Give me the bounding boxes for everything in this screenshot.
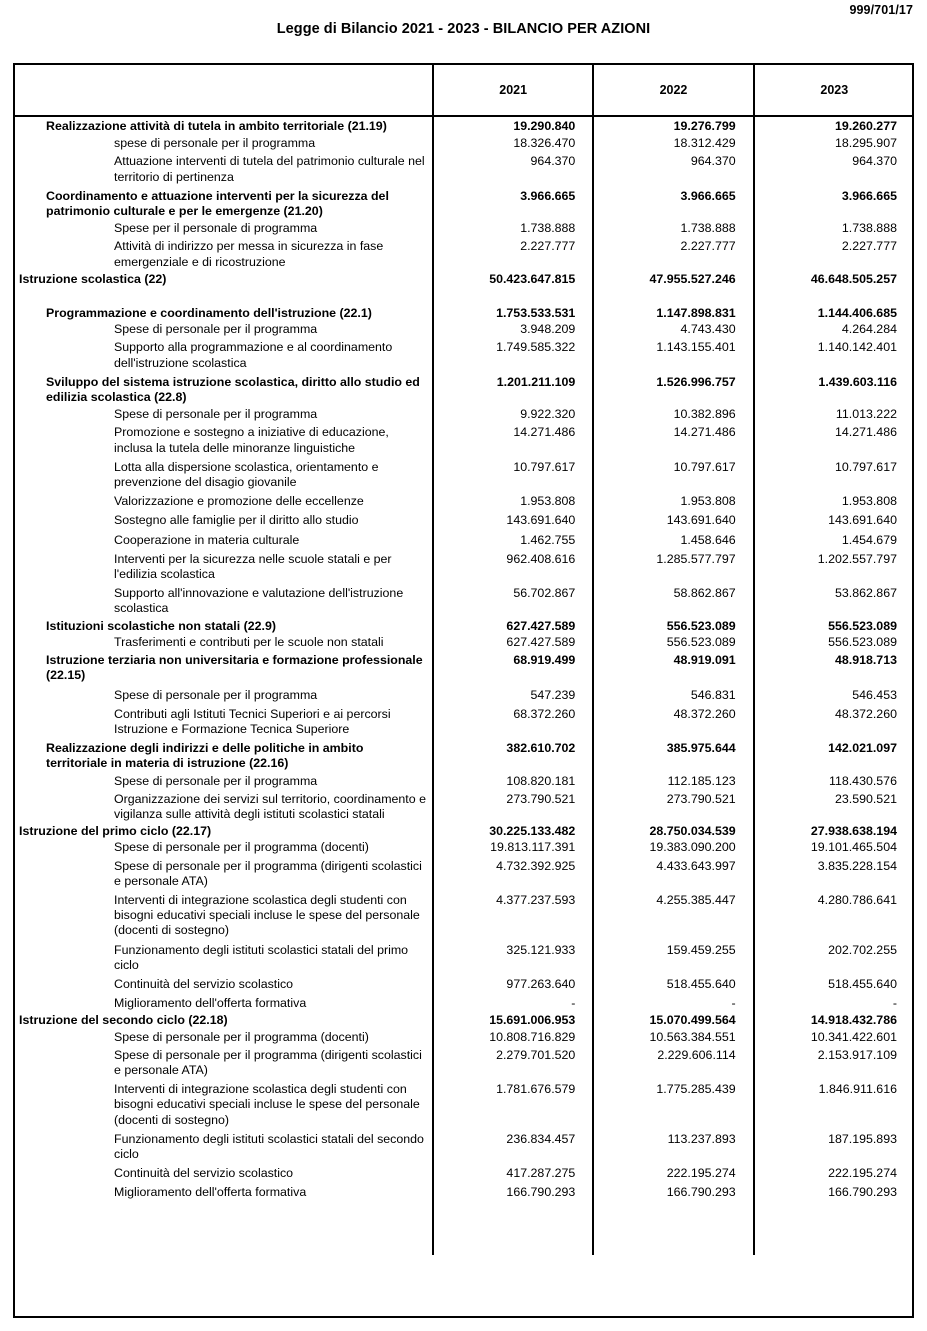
value-y2022: 159.459.255 bbox=[593, 941, 753, 975]
value-y2022: - bbox=[593, 994, 753, 1013]
row-label: Continuità del servizio scolastico bbox=[114, 976, 294, 991]
row-label-cell bbox=[15, 584, 433, 618]
table-row bbox=[15, 686, 914, 705]
column-header-label bbox=[15, 65, 433, 116]
spacer-row bbox=[15, 288, 914, 306]
value-y2022: 48.919.091 bbox=[593, 651, 753, 685]
value-y2023: 556.523.089 bbox=[754, 635, 914, 651]
row-label: Miglioramento dell'offerta formativa bbox=[114, 1185, 307, 1200]
row-label: Realizzazione degli indirizzi e delle politiche in ambito territoriale in materia di istruzione (22.16) bbox=[46, 741, 364, 771]
value-y2021: 627.427.589 bbox=[433, 619, 593, 635]
row-label-cell bbox=[15, 550, 433, 584]
value-y2021: 15.691.006.953 bbox=[433, 1013, 593, 1029]
row-label-cell bbox=[15, 407, 433, 423]
row-label: Spese di personale per il programma (docenti) bbox=[114, 840, 369, 855]
value-y2021: 977.263.640 bbox=[433, 975, 593, 994]
row-label: Interventi per la sicurezza nelle scuole statali e per l'edilizia scolastica bbox=[114, 551, 392, 582]
row-label-cell bbox=[15, 790, 433, 824]
value-y2022: 385.975.644 bbox=[593, 739, 753, 773]
row-label-cell bbox=[15, 272, 433, 288]
value-y2023: 23.590.521 bbox=[754, 790, 914, 824]
value-y2023: 10.797.617 bbox=[754, 458, 914, 492]
value-y2021: 166.790.293 bbox=[433, 1183, 593, 1202]
row-label: Spese di personale per il programma (dirigenti scolastici e personale ATA) bbox=[114, 858, 422, 888]
spacer-cell bbox=[754, 1203, 914, 1255]
table-row bbox=[15, 824, 914, 840]
value-y2021: 1.749.585.322 bbox=[433, 338, 593, 372]
table-row bbox=[15, 891, 914, 941]
table-row bbox=[15, 941, 914, 975]
row-label-cell bbox=[15, 373, 433, 407]
row-label: Interventi di integrazione scolastica degli studenti con bisogni educativi speciali incluse le spese del personale (docenti di sostegno) bbox=[114, 892, 420, 938]
value-y2022: 15.070.499.564 bbox=[593, 1013, 753, 1029]
row-label-cell bbox=[15, 1164, 433, 1183]
value-y2022: 222.195.274 bbox=[593, 1164, 753, 1183]
value-y2023: 118.430.576 bbox=[754, 774, 914, 790]
value-y2022: 10.563.384.551 bbox=[593, 1030, 753, 1046]
table-row bbox=[15, 994, 914, 1013]
value-y2023: 19.101.465.504 bbox=[754, 840, 914, 856]
row-label: Istruzione terziaria non universitaria e formazione professionale (22.15) bbox=[46, 653, 423, 683]
row-label-cell bbox=[15, 774, 433, 790]
table-row bbox=[15, 531, 914, 550]
value-y2022: 556.523.089 bbox=[593, 619, 753, 635]
row-label-cell bbox=[15, 187, 433, 221]
value-y2022: 1.953.808 bbox=[593, 492, 753, 511]
value-y2022: 166.790.293 bbox=[593, 1183, 753, 1202]
row-label-cell bbox=[15, 1130, 433, 1164]
table-row bbox=[15, 1013, 914, 1029]
table-row bbox=[15, 1183, 914, 1202]
table-row bbox=[15, 407, 914, 423]
row-label: Attività di indirizzo per messa in sicurezza in fase emergenziale e di ricostruzione bbox=[114, 239, 384, 269]
table-row bbox=[15, 774, 914, 790]
value-y2023: 3.966.665 bbox=[754, 187, 914, 221]
value-y2021: 10.808.716.829 bbox=[433, 1030, 593, 1046]
row-label: Sviluppo del sistema istruzione scolastica, diritto allo studio ed edilizia scolastica (22.8) bbox=[46, 374, 420, 405]
value-y2021: 108.820.181 bbox=[433, 774, 593, 790]
row-label: Contributi agli Istituti Tecnici Superiori e ai percorsi Istruzione e Formazione Tecnica Superiore bbox=[114, 706, 391, 736]
table-row bbox=[15, 272, 914, 288]
table-row bbox=[15, 187, 914, 221]
value-y2021: 1.201.211.109 bbox=[433, 373, 593, 407]
spacer-cell bbox=[593, 288, 753, 306]
value-y2022: 518.455.640 bbox=[593, 975, 753, 994]
value-y2023: 1.144.406.685 bbox=[754, 306, 914, 322]
value-y2021: 382.610.702 bbox=[433, 739, 593, 773]
row-label: Spese di personale per il programma bbox=[114, 322, 318, 337]
budget-table-container bbox=[13, 63, 914, 1318]
value-y2021: 1.753.533.531 bbox=[433, 306, 593, 322]
value-y2023: 10.341.422.601 bbox=[754, 1030, 914, 1046]
page-code: 999/701/17 bbox=[849, 3, 913, 17]
value-y2023: 27.938.638.194 bbox=[754, 824, 914, 840]
value-y2021: 273.790.521 bbox=[433, 790, 593, 824]
row-label-cell bbox=[15, 1080, 433, 1130]
table-row bbox=[15, 1130, 914, 1164]
value-y2021: 18.326.470 bbox=[433, 136, 593, 152]
row-label-cell bbox=[15, 423, 433, 457]
table-row bbox=[15, 338, 914, 372]
row-label-cell bbox=[15, 1183, 433, 1202]
table-body bbox=[15, 116, 914, 1255]
row-label: spese di personale per il programma bbox=[114, 136, 316, 151]
row-label-cell bbox=[15, 824, 433, 840]
value-y2023: 222.195.274 bbox=[754, 1164, 914, 1183]
value-y2021: 3.948.209 bbox=[433, 322, 593, 338]
table-row bbox=[15, 790, 914, 824]
row-label-cell bbox=[15, 152, 433, 186]
table-row bbox=[15, 116, 914, 136]
row-label: Sostegno alle famiglie per il diritto allo studio bbox=[114, 513, 359, 528]
value-y2023: 1.846.911.616 bbox=[754, 1080, 914, 1130]
row-label: Funzionamento degli istituti scolastici statali del primo ciclo bbox=[114, 942, 409, 972]
value-y2022: 4.255.385.447 bbox=[593, 891, 753, 941]
value-y2023: 187.195.893 bbox=[754, 1130, 914, 1164]
value-y2023: 19.260.277 bbox=[754, 116, 914, 136]
row-label-cell bbox=[15, 1013, 433, 1029]
value-y2023: 518.455.640 bbox=[754, 975, 914, 994]
value-y2022: 19.276.799 bbox=[593, 116, 753, 136]
value-y2023: 48.918.713 bbox=[754, 651, 914, 685]
value-y2021: 30.225.133.482 bbox=[433, 824, 593, 840]
value-y2021: 962.408.616 bbox=[433, 550, 593, 584]
value-y2021: 3.966.665 bbox=[433, 187, 593, 221]
value-y2021: 1.953.808 bbox=[433, 492, 593, 511]
row-label-cell bbox=[15, 322, 433, 338]
row-label: Organizzazione dei servizi sul territorio, coordinamento e vigilanza sulle attività degli istituti scolastici statali bbox=[114, 791, 426, 821]
value-y2023: 53.862.867 bbox=[754, 584, 914, 618]
spacer-cell bbox=[754, 288, 914, 306]
row-label-cell bbox=[15, 1046, 433, 1080]
header-row bbox=[15, 65, 914, 116]
row-label-cell bbox=[15, 840, 433, 856]
value-y2021: 19.813.117.391 bbox=[433, 840, 593, 856]
row-label: Miglioramento dell'offerta formativa bbox=[114, 996, 307, 1011]
row-label: Valorizzazione e promozione delle eccellenze bbox=[114, 494, 364, 509]
value-y2022: 18.312.429 bbox=[593, 136, 753, 152]
value-y2021: 417.287.275 bbox=[433, 1164, 593, 1183]
value-y2023: 1.738.888 bbox=[754, 221, 914, 237]
budget-table bbox=[15, 65, 914, 1255]
value-y2021: 2.227.777 bbox=[433, 237, 593, 271]
page-title: Legge di Bilancio 2021 - 2023 - BILANCIO PER AZIONI bbox=[276, 21, 651, 37]
row-label: Istruzione del secondo ciclo (22.18) bbox=[19, 1013, 228, 1028]
value-y2021: 547.239 bbox=[433, 686, 593, 705]
row-label-cell bbox=[15, 635, 433, 651]
value-y2021: 236.834.457 bbox=[433, 1130, 593, 1164]
value-y2023: - bbox=[754, 994, 914, 1013]
value-y2022: 14.271.486 bbox=[593, 423, 753, 457]
row-label-cell bbox=[15, 705, 433, 739]
value-y2021: 10.797.617 bbox=[433, 458, 593, 492]
row-label-cell bbox=[15, 941, 433, 975]
row-label: Spese di personale per il programma (docenti) bbox=[114, 1029, 369, 1044]
table-row bbox=[15, 739, 914, 773]
value-y2022: 3.966.665 bbox=[593, 187, 753, 221]
row-label-cell bbox=[15, 891, 433, 941]
table-row bbox=[15, 511, 914, 530]
row-label-cell bbox=[15, 116, 433, 136]
value-y2022: 112.185.123 bbox=[593, 774, 753, 790]
value-y2021: 56.702.867 bbox=[433, 584, 593, 618]
value-y2023: 3.835.228.154 bbox=[754, 857, 914, 891]
value-y2023: 546.453 bbox=[754, 686, 914, 705]
table-row bbox=[15, 423, 914, 457]
value-y2023: 14.271.486 bbox=[754, 423, 914, 457]
row-label-cell bbox=[15, 975, 433, 994]
table-row bbox=[15, 584, 914, 618]
value-y2022: 4.743.430 bbox=[593, 322, 753, 338]
row-label: Interventi di integrazione scolastica degli studenti con bisogni educativi speciali incluse le spese del personale (docenti di sostegno) bbox=[114, 1082, 420, 1127]
value-y2022: 143.691.640 bbox=[593, 511, 753, 530]
value-y2022: 2.227.777 bbox=[593, 237, 753, 271]
value-y2023: 142.021.097 bbox=[754, 739, 914, 773]
row-label: Continuità del servizio scolastico bbox=[114, 1166, 294, 1181]
value-y2022: 4.433.643.997 bbox=[593, 857, 753, 891]
table-row bbox=[15, 492, 914, 511]
row-label-cell bbox=[15, 306, 433, 322]
value-y2022: 1.775.285.439 bbox=[593, 1080, 753, 1130]
column-header-2023: 2023 bbox=[754, 65, 914, 116]
table-row bbox=[15, 857, 914, 891]
value-y2021: 50.423.647.815 bbox=[433, 272, 593, 288]
row-label-cell bbox=[15, 338, 433, 372]
spacer-cell bbox=[433, 288, 593, 306]
row-label: Programmazione e coordinamento dell'istruzione (22.1) bbox=[46, 306, 372, 321]
value-y2023: 4.264.284 bbox=[754, 322, 914, 338]
value-y2023: 556.523.089 bbox=[754, 619, 914, 635]
table-row bbox=[15, 1030, 914, 1046]
value-y2022: 113.237.893 bbox=[593, 1130, 753, 1164]
row-label-cell bbox=[15, 1030, 433, 1046]
table-header bbox=[15, 65, 914, 116]
value-y2021: 1.462.755 bbox=[433, 531, 593, 550]
value-y2021: 4.732.392.925 bbox=[433, 857, 593, 891]
value-y2022: 1.458.646 bbox=[593, 531, 753, 550]
value-y2021: 964.370 bbox=[433, 152, 593, 186]
row-label-cell bbox=[15, 136, 433, 152]
value-y2022: 964.370 bbox=[593, 152, 753, 186]
row-label: Supporto all'innovazione e valutazione dell'istruzione scolastica bbox=[114, 586, 404, 616]
row-label: Spese per il personale di programma bbox=[114, 221, 318, 236]
row-label-cell bbox=[15, 739, 433, 773]
column-header-2021: 2021 bbox=[433, 65, 593, 116]
value-y2021: 4.377.237.593 bbox=[433, 891, 593, 941]
row-label: Promozione e sostegno a iniziative di educazione, inclusa la tutela delle minoranze linguistiche bbox=[114, 425, 389, 455]
spacer-cell bbox=[433, 1203, 593, 1255]
table-row bbox=[15, 550, 914, 584]
row-label: Trasferimenti e contributi per le scuole non statali bbox=[114, 634, 384, 649]
table-row bbox=[15, 1164, 914, 1183]
row-label: Istituzioni scolastiche non statali (22.9) bbox=[46, 618, 276, 633]
value-y2021: 143.691.640 bbox=[433, 511, 593, 530]
row-label: Attuazione interventi di tutela del patrimonio culturale nel territorio di pertinenza bbox=[114, 154, 425, 184]
table-row bbox=[15, 635, 914, 651]
value-y2022: 28.750.034.539 bbox=[593, 824, 753, 840]
row-label-cell bbox=[15, 619, 433, 635]
value-y2022: 1.738.888 bbox=[593, 221, 753, 237]
table-row bbox=[15, 975, 914, 994]
value-y2021: 14.271.486 bbox=[433, 423, 593, 457]
value-y2021: 68.372.260 bbox=[433, 705, 593, 739]
value-y2022: 1.143.155.401 bbox=[593, 338, 753, 372]
value-y2022: 10.382.896 bbox=[593, 407, 753, 423]
value-y2021: 1.738.888 bbox=[433, 221, 593, 237]
value-y2022: 48.372.260 bbox=[593, 705, 753, 739]
value-y2023: 14.918.432.786 bbox=[754, 1013, 914, 1029]
table-row bbox=[15, 221, 914, 237]
value-y2021: 1.781.676.579 bbox=[433, 1080, 593, 1130]
value-y2022: 546.831 bbox=[593, 686, 753, 705]
value-y2023: 46.648.505.257 bbox=[754, 272, 914, 288]
value-y2023: 11.013.222 bbox=[754, 407, 914, 423]
value-y2022: 556.523.089 bbox=[593, 635, 753, 651]
value-y2021: 9.922.320 bbox=[433, 407, 593, 423]
value-y2022: 273.790.521 bbox=[593, 790, 753, 824]
row-label-cell bbox=[15, 511, 433, 530]
row-label: Spese di personale per il programma bbox=[114, 687, 318, 702]
table-row bbox=[15, 1046, 914, 1080]
value-y2021: 68.919.499 bbox=[433, 651, 593, 685]
value-y2023: 166.790.293 bbox=[754, 1183, 914, 1202]
value-y2023: 2.227.777 bbox=[754, 237, 914, 271]
value-y2021: 627.427.589 bbox=[433, 635, 593, 651]
value-y2023: 1.140.142.401 bbox=[754, 338, 914, 372]
value-y2023: 2.153.917.109 bbox=[754, 1046, 914, 1080]
table-row bbox=[15, 322, 914, 338]
table-row bbox=[15, 136, 914, 152]
value-y2022: 2.229.606.114 bbox=[593, 1046, 753, 1080]
table-row bbox=[15, 152, 914, 186]
value-y2023: 964.370 bbox=[754, 152, 914, 186]
value-y2021: 19.290.840 bbox=[433, 116, 593, 136]
table-row bbox=[15, 458, 914, 492]
value-y2023: 4.280.786.641 bbox=[754, 891, 914, 941]
row-label: Spese di personale per il programma (dirigenti scolastici e personale ATA) bbox=[114, 1047, 422, 1077]
row-label-cell bbox=[15, 857, 433, 891]
table-row bbox=[15, 373, 914, 407]
value-y2023: 1.439.603.116 bbox=[754, 373, 914, 407]
table-row bbox=[15, 705, 914, 739]
value-y2022: 1.526.996.757 bbox=[593, 373, 753, 407]
value-y2023: 48.372.260 bbox=[754, 705, 914, 739]
table-row bbox=[15, 619, 914, 635]
value-y2023: 1.202.557.797 bbox=[754, 550, 914, 584]
column-header-2022: 2022 bbox=[593, 65, 753, 116]
value-y2021: 2.279.701.520 bbox=[433, 1046, 593, 1080]
row-label: Coordinamento e attuazione interventi per la sicurezza del patrimonio culturale e per le emergenze (21.20) bbox=[46, 188, 389, 219]
value-y2022: 1.147.898.831 bbox=[593, 306, 753, 322]
value-y2022: 58.862.867 bbox=[593, 584, 753, 618]
spacer-cell bbox=[15, 1203, 433, 1255]
value-y2022: 10.797.617 bbox=[593, 458, 753, 492]
spacer-cell bbox=[593, 1203, 753, 1255]
filler-row bbox=[15, 1203, 914, 1255]
row-label: Spese di personale per il programma bbox=[114, 773, 318, 788]
value-y2023: 1.454.679 bbox=[754, 531, 914, 550]
table-row bbox=[15, 1080, 914, 1130]
value-y2022: 19.383.090.200 bbox=[593, 840, 753, 856]
table-row bbox=[15, 237, 914, 271]
row-label: Funzionamento degli istituti scolastici statali del secondo ciclo bbox=[114, 1131, 424, 1161]
row-label-cell bbox=[15, 686, 433, 705]
row-label: Lotta alla dispersione scolastica, orientamento e prevenzione del disagio giovanile bbox=[114, 459, 379, 490]
value-y2021: 325.121.933 bbox=[433, 941, 593, 975]
value-y2022: 1.285.577.797 bbox=[593, 550, 753, 584]
row-label-cell bbox=[15, 237, 433, 271]
row-label-cell bbox=[15, 221, 433, 237]
table-row bbox=[15, 651, 914, 685]
row-label-cell bbox=[15, 492, 433, 511]
value-y2023: 18.295.907 bbox=[754, 136, 914, 152]
value-y2023: 143.691.640 bbox=[754, 511, 914, 530]
row-label: Istruzione del primo ciclo (22.17) bbox=[19, 824, 212, 839]
row-label: Cooperazione in materia culturale bbox=[114, 532, 300, 547]
row-label: Istruzione scolastica (22) bbox=[19, 271, 167, 286]
row-label: Supporto alla programmazione e al coordinamento dell'istruzione scolastica bbox=[114, 340, 393, 370]
row-label-cell bbox=[15, 458, 433, 492]
value-y2021: - bbox=[433, 994, 593, 1013]
value-y2022: 47.955.527.246 bbox=[593, 272, 753, 288]
row-label-cell bbox=[15, 651, 433, 685]
row-label: Realizzazione attività di tutela in ambito territoriale (21.19) bbox=[46, 119, 387, 133]
row-label-cell bbox=[15, 994, 433, 1013]
row-label-cell bbox=[15, 531, 433, 550]
table-row bbox=[15, 840, 914, 856]
row-label: Spese di personale per il programma bbox=[114, 407, 318, 422]
spacer-cell bbox=[15, 288, 433, 306]
value-y2023: 1.953.808 bbox=[754, 492, 914, 511]
value-y2023: 202.702.255 bbox=[754, 941, 914, 975]
table-row bbox=[15, 306, 914, 322]
